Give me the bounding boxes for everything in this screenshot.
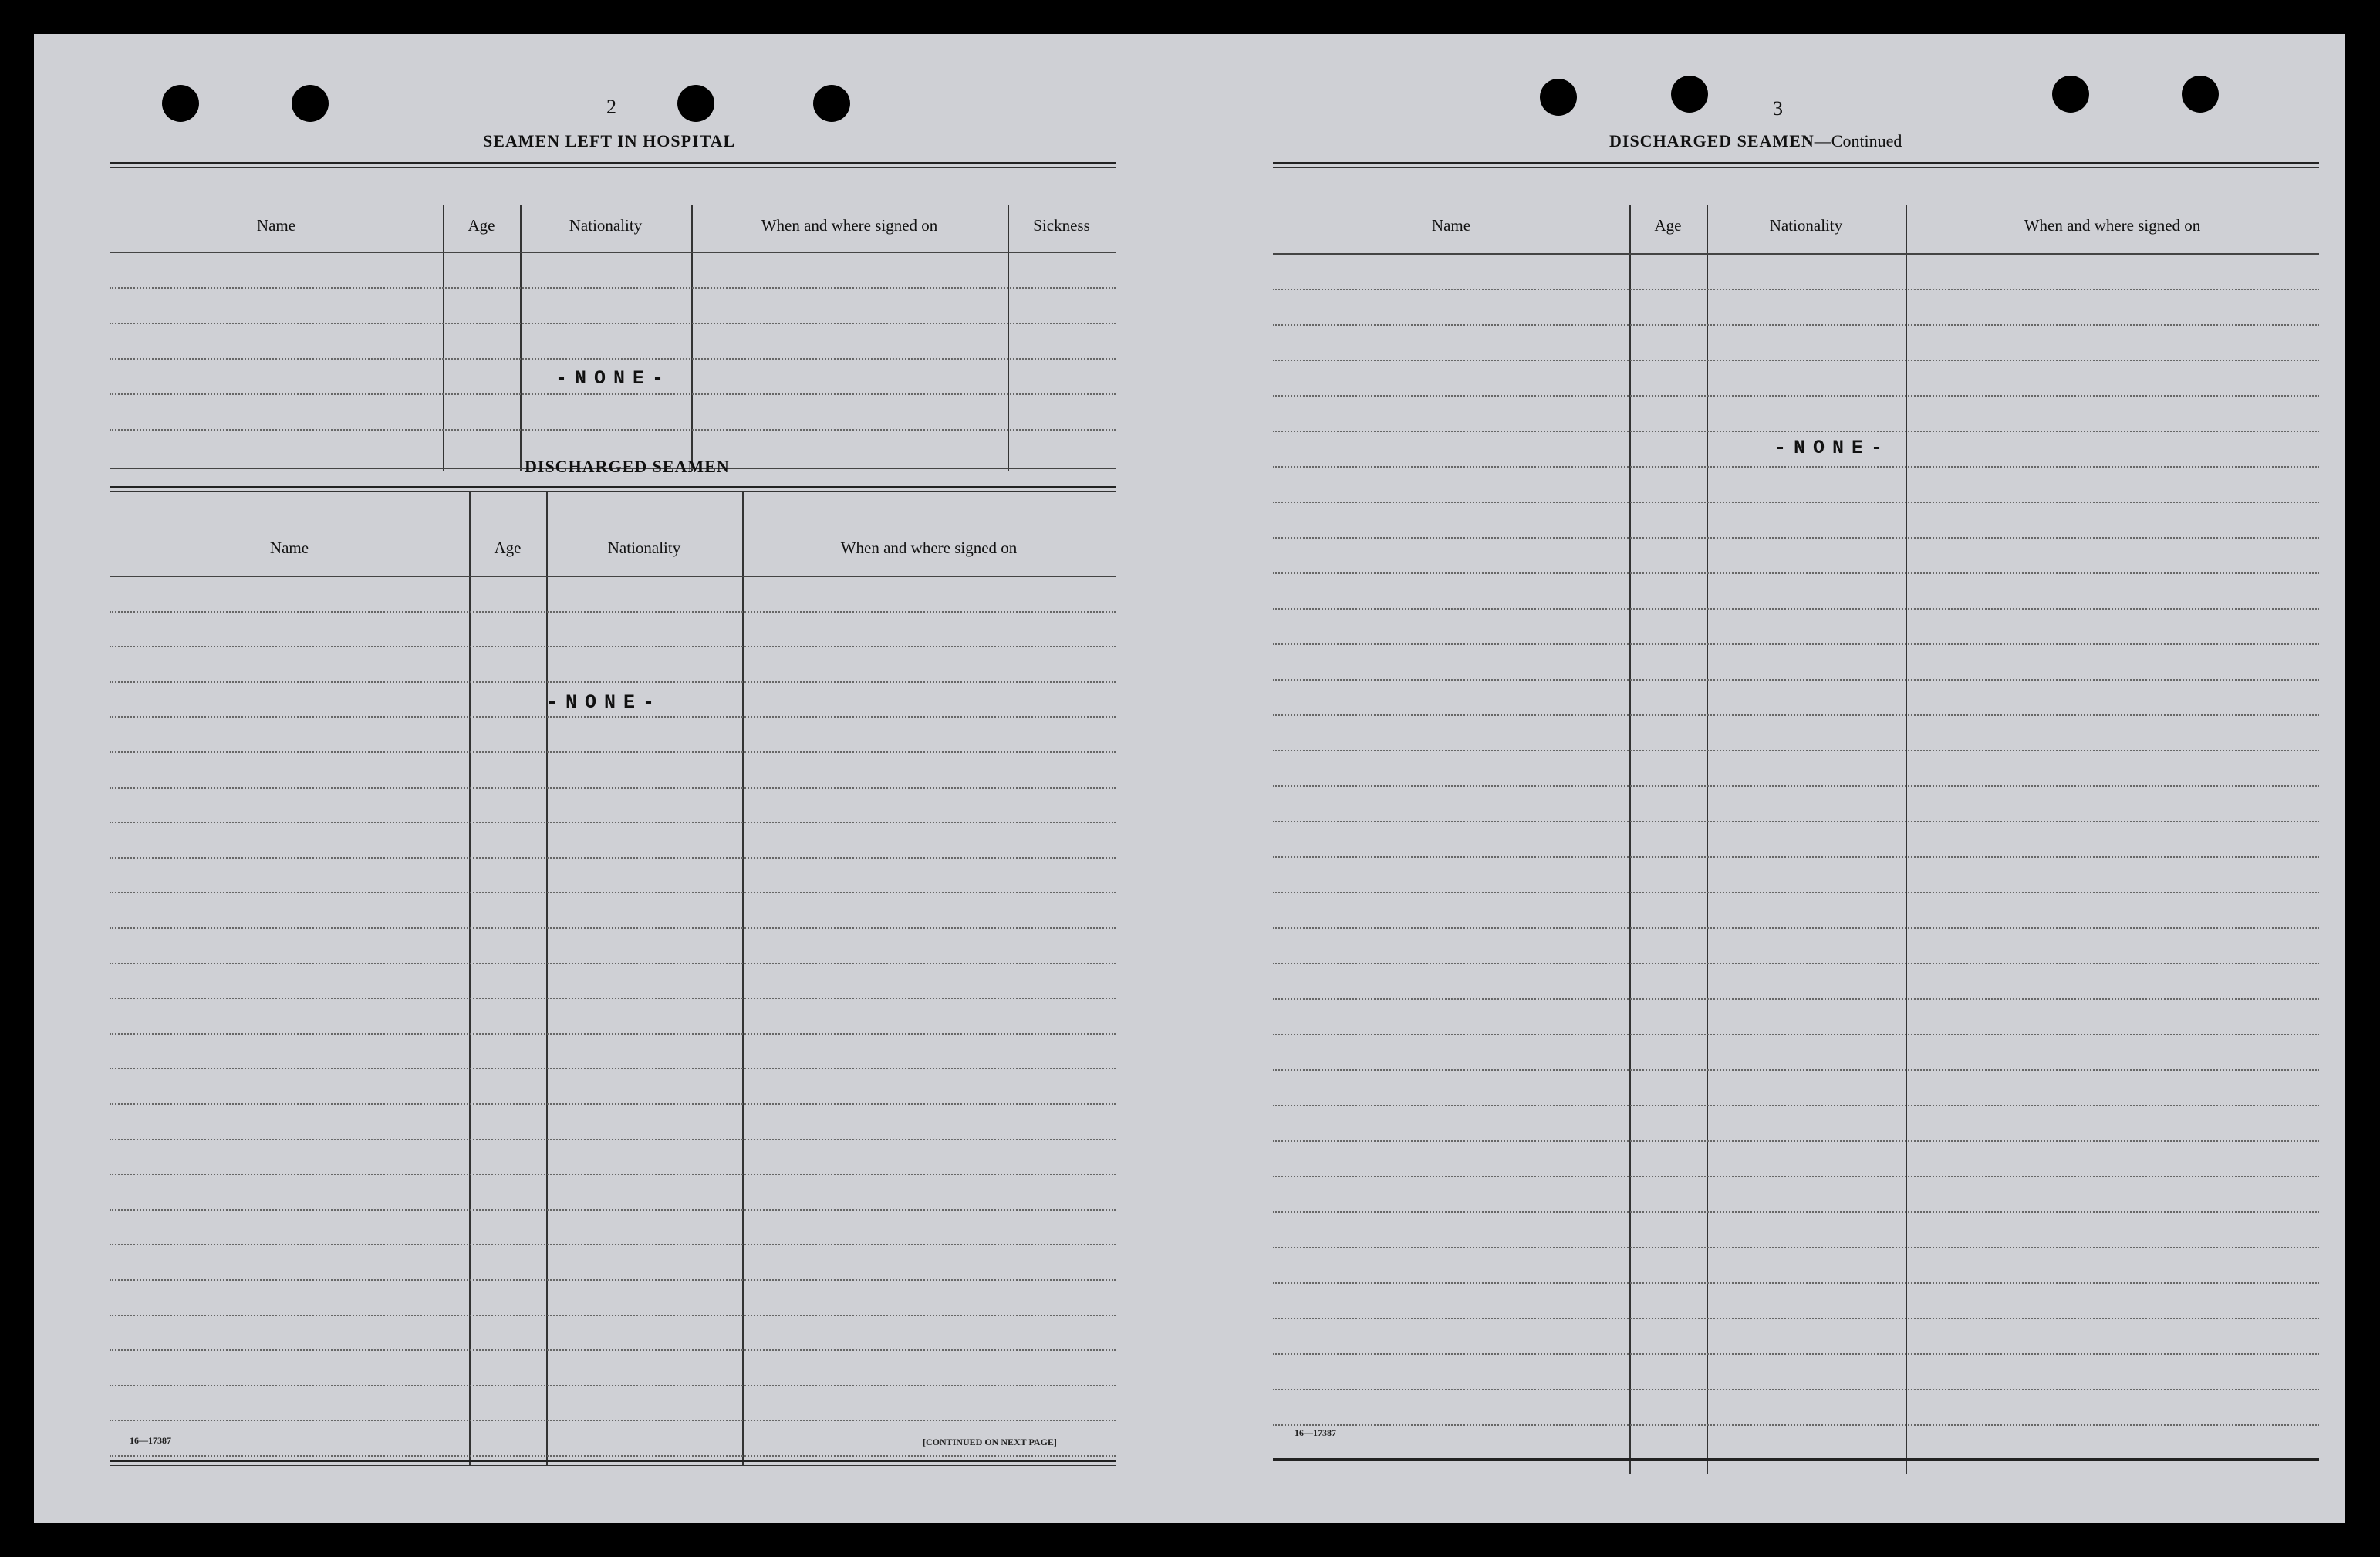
column-header: Name <box>1431 216 1471 235</box>
column-header: Age <box>494 539 522 557</box>
row-rule <box>110 892 1116 893</box>
row-rule <box>110 998 1116 999</box>
form-bottom-rule <box>1273 1458 2319 1461</box>
row-rule <box>110 1420 1116 1421</box>
row-rule <box>110 1244 1116 1245</box>
row-rule <box>110 787 1116 789</box>
column-divider <box>443 205 444 471</box>
column-header: Age <box>468 216 495 235</box>
row-rule <box>1273 1034 2319 1035</box>
row-rule <box>1273 892 2319 893</box>
column-header: When and where signed on <box>761 216 938 235</box>
hospital-section-title: SEAMEN LEFT IN HOSPITAL <box>483 131 736 150</box>
column-header: When and where signed on <box>840 539 1018 557</box>
row-rule <box>1273 785 2319 787</box>
row-rule <box>110 927 1116 929</box>
row-rule <box>110 1279 1116 1281</box>
row-rule <box>1273 1105 2319 1106</box>
form-top-rule <box>110 486 1116 488</box>
row-rule <box>1273 927 2319 929</box>
row-rule <box>1273 1424 2319 1426</box>
discharged-table <box>110 486 1116 1466</box>
column-divider <box>546 491 548 1466</box>
row-rule <box>1273 1176 2319 1177</box>
punch-hole-6 <box>1671 76 1708 113</box>
column-divider <box>691 205 693 471</box>
row-rule <box>110 393 1116 395</box>
row-rule <box>1273 608 2319 610</box>
row-rule <box>1273 537 2319 539</box>
left-page-number: 2 <box>606 96 616 118</box>
punch-hole-5 <box>1540 79 1577 116</box>
row-rule <box>1273 1389 2319 1390</box>
column-divider <box>469 491 471 1466</box>
discharged-section-title: DISCHARGED SEAMEN <box>525 457 730 476</box>
left-footer-code: 16—17387 <box>130 1435 171 1446</box>
row-rule <box>1273 679 2319 681</box>
column-header: Nationality <box>1769 216 1843 235</box>
form-top-rule <box>1273 162 2319 164</box>
column-header: When and where signed on <box>2024 216 2201 235</box>
row-rule <box>110 1455 1116 1457</box>
row-rule <box>110 1385 1116 1386</box>
row-rule <box>110 1315 1116 1316</box>
row-rule <box>110 1033 1116 1035</box>
row-rule <box>1273 821 2319 822</box>
form-top-rule <box>110 162 1116 164</box>
column-divider <box>742 491 744 1466</box>
row-rule <box>110 287 1116 289</box>
none-entry: -NONE- <box>546 691 663 714</box>
continued-title-main: DISCHARGED SEAMEN <box>1609 131 1815 150</box>
row-rule <box>110 429 1116 431</box>
row-rule <box>1273 431 2319 432</box>
row-rule <box>1273 1211 2319 1213</box>
none-entry: -NONE- <box>555 367 672 390</box>
row-rule <box>110 822 1116 823</box>
row-rule <box>1273 1069 2319 1071</box>
row-rule <box>1273 1318 2319 1319</box>
row-rule <box>1273 750 2319 751</box>
form-bottom-rule <box>110 1460 1116 1462</box>
header-rule <box>1273 253 2319 255</box>
row-rule <box>1273 643 2319 645</box>
row-rule <box>1273 395 2319 397</box>
column-header: Name <box>269 539 309 557</box>
row-rule <box>1273 856 2319 858</box>
punch-hole-3 <box>677 85 714 122</box>
row-rule <box>1273 289 2319 290</box>
row-rule <box>110 716 1116 718</box>
row-rule <box>1273 998 2319 1000</box>
row-rule <box>110 1209 1116 1211</box>
continued-note: [CONTINUED ON NEXT PAGE] <box>923 1437 1057 1447</box>
row-rule <box>1273 572 2319 574</box>
row-rule <box>1273 714 2319 716</box>
column-header: Age <box>1654 216 1682 235</box>
none-entry: -NONE- <box>1774 437 1891 459</box>
punch-hole-4 <box>813 85 850 122</box>
column-header: Sickness <box>1033 216 1090 235</box>
discharged-continued-table <box>1273 162 2319 1474</box>
row-rule <box>110 681 1116 683</box>
row-rule <box>110 1068 1116 1069</box>
row-rule <box>110 751 1116 753</box>
row-rule <box>1273 1353 2319 1355</box>
column-divider <box>1008 205 1009 471</box>
punch-hole-1 <box>162 85 199 122</box>
row-rule <box>1273 1282 2319 1284</box>
row-rule <box>110 1103 1116 1105</box>
row-rule <box>110 611 1116 613</box>
continued-title-suffix: —Continued <box>1814 131 1902 150</box>
punch-hole-7 <box>2052 76 2089 113</box>
header-rule <box>110 252 1116 253</box>
column-header: Nationality <box>607 539 681 557</box>
row-rule <box>1273 324 2319 326</box>
row-rule <box>110 963 1116 964</box>
column-header: Nationality <box>569 216 643 235</box>
row-rule <box>110 857 1116 859</box>
continued-section-title <box>1609 131 1902 151</box>
row-rule <box>1273 502 2319 503</box>
document-sheet <box>34 34 2345 1523</box>
row-rule <box>110 323 1116 324</box>
row-rule <box>110 646 1116 647</box>
row-rule <box>1273 1140 2319 1142</box>
right-page-number: 3 <box>1773 97 1783 120</box>
column-divider <box>520 205 522 471</box>
row-rule <box>110 1174 1116 1175</box>
punch-hole-2 <box>292 85 329 122</box>
punch-hole-8 <box>2182 76 2219 113</box>
row-rule <box>1273 963 2319 964</box>
column-header: Name <box>256 216 296 235</box>
row-rule <box>110 1139 1116 1140</box>
right-footer-code: 16—17387 <box>1295 1427 1336 1438</box>
row-rule <box>1273 466 2319 468</box>
row-rule <box>1273 1247 2319 1248</box>
header-rule <box>110 576 1116 577</box>
row-rule <box>1273 360 2319 361</box>
hospital-table <box>110 162 1116 471</box>
row-rule <box>110 1349 1116 1351</box>
row-rule <box>110 358 1116 360</box>
